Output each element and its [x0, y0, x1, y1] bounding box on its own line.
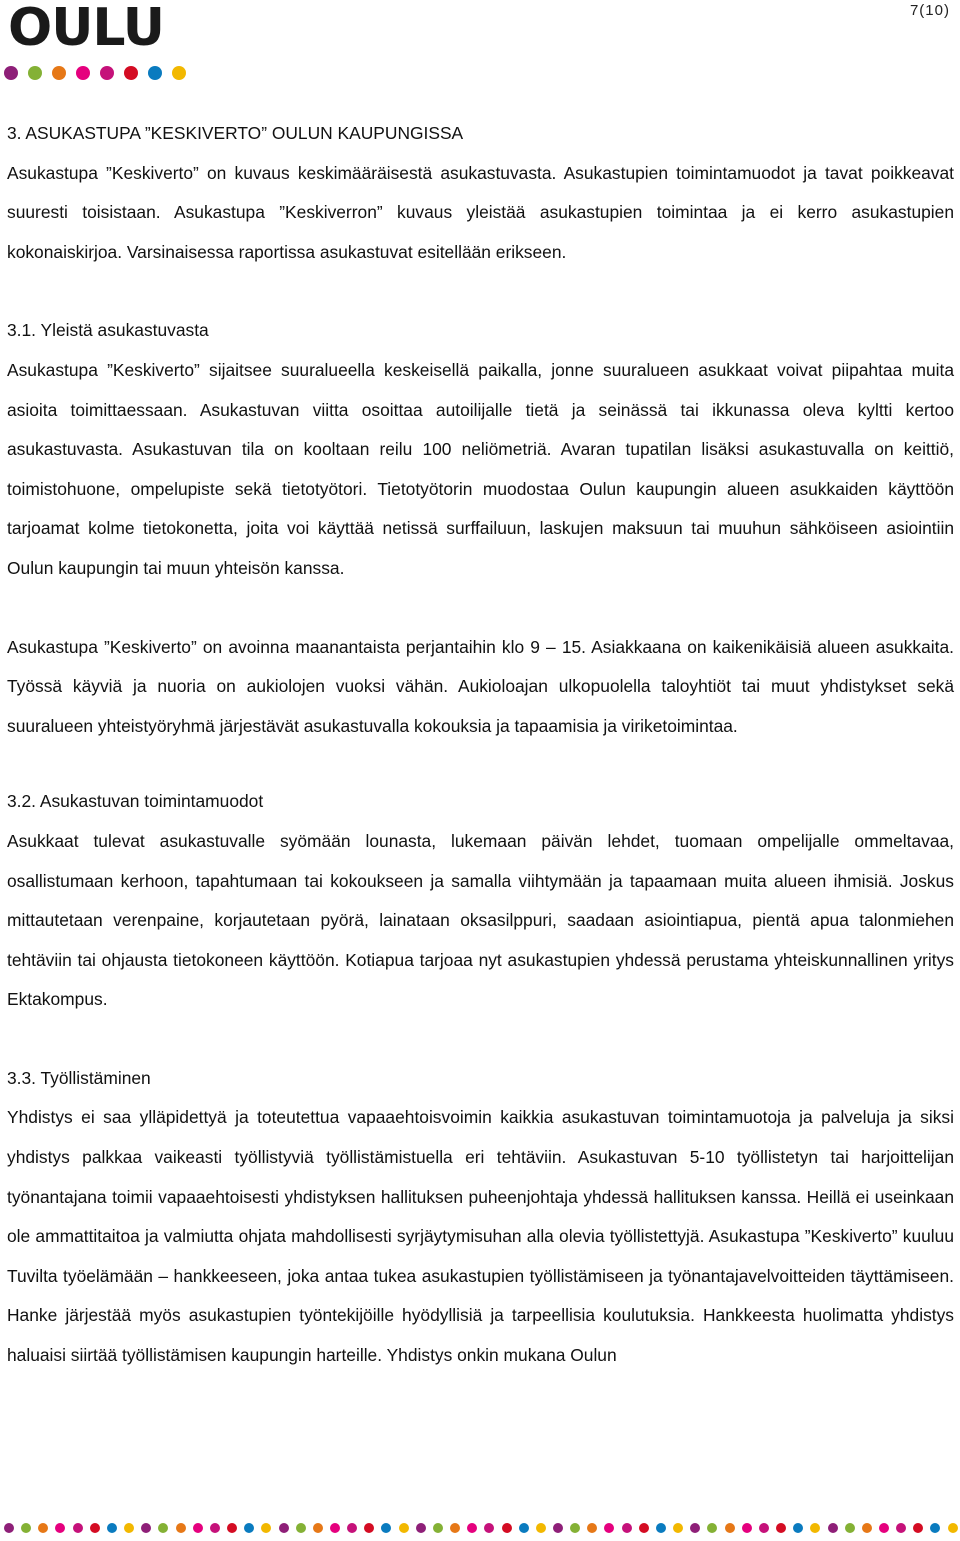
footer-dot: [862, 1523, 872, 1533]
logo-dot: [28, 66, 42, 80]
footer-dot: [55, 1523, 65, 1533]
footer-dot: [502, 1523, 512, 1533]
footer-dot: [90, 1523, 100, 1533]
logo-dot: [124, 66, 138, 80]
section-3-3-paragraph: Yhdistys ei saa ylläpidettyä ja toteutettua vapaaehtoisvoimin kaikkia asukastuvan toimintamuotoja ja palveluja ja siksi yhdistys palkkaa vaikeasti työllistyviä työllistämistuella eri tehtäviin. Asukastuvan 5-10 työllistetyn tai harjoittelijan työnantajana toimii vapaaehtoisesti yhdistyksen hallituksen puheenjohtaja yhdessä hallituksen kanssa. Heillä ei useinkaan ole ammattitaitoa ja valmiutta ohjata mahdollisesti syrjäytymisuhan alla olevia työllistettyjä. Asukastupa ”Keskiverto” kuuluu Tuvilta työelämään – hankkeeseen, joka antaa tukea asukastupien työllistämiseen ja työnantajavelvoitteiden täyttämiseen. Hanke järjestää myös asukastupien työntekijöille hyödyllisiä ja tarpeellisia koulutuksia. Hankkeesta huolimatta yhdistys haluaisi siirtää työllistämisen kaupungin harteille. Yhdistys onkin mukana Oulun: [7, 1107, 954, 1366]
footer-dot: [4, 1523, 14, 1533]
section-heading-3: 3. ASUKASTUPA ”KESKIVERTO” OULUN KAUPUNGISSA: [7, 123, 464, 143]
footer-dot-border: [4, 1523, 958, 1535]
footer-dot: [776, 1523, 786, 1533]
footer-dot: [948, 1523, 958, 1533]
section-heading-3-2: 3.2. Asukastuvan toimintamuodot: [7, 791, 264, 812]
footer-dot: [73, 1523, 83, 1533]
footer-dot: [930, 1523, 940, 1533]
footer-dot: [107, 1523, 117, 1533]
footer-dot: [879, 1523, 889, 1533]
footer-dot: [176, 1523, 186, 1533]
logo-dot: [76, 66, 90, 80]
document-body: [7, 114, 954, 1376]
page-number: 7(10): [909, 2, 950, 19]
footer-dot: [124, 1523, 134, 1533]
footer-dot: [570, 1523, 580, 1533]
footer-dot: [622, 1523, 632, 1533]
footer-dot: [742, 1523, 752, 1533]
footer-dot: [913, 1523, 923, 1533]
footer-dot: [450, 1523, 460, 1533]
footer-dot: [793, 1523, 803, 1533]
logo-dots: [4, 66, 186, 80]
footer-dot: [604, 1523, 614, 1533]
footer-dot: [759, 1523, 769, 1533]
section-heading-3-3: 3.3. Työllistäminen: [7, 1067, 151, 1088]
footer-dot: [210, 1523, 220, 1533]
footer-dot: [416, 1523, 426, 1533]
footer-dot: [193, 1523, 203, 1533]
footer-dot: [845, 1523, 855, 1533]
footer-dot: [313, 1523, 323, 1533]
footer-dot: [484, 1523, 494, 1533]
footer-dot: [810, 1523, 820, 1533]
logo-dot: [148, 66, 162, 80]
footer-dot: [261, 1523, 271, 1533]
section-3-1-paragraph-2: Asukastupa ”Keskiverto” on avoinna maanantaista perjantaihin klo 9 – 15. Asiakkaana on kaikenikäisiä alueen asukkaita. Työssä käyviä ja nuoria on aukiolojen vuoksi vähän. Aukioloajan ulkopuolella taloyhtiöt tai muut yhdistykset sekä suuralueen yhteistyöryhmä järjestävät asukastuvalla kokouksia ja tapaamisia ja viriketoimintaa.: [7, 636, 954, 736]
logo-dot: [172, 66, 186, 80]
section-heading-3-1: 3.1. Yleistä asukastuvasta: [7, 320, 209, 341]
oulu-logo: [8, 2, 186, 80]
footer-dot: [639, 1523, 649, 1533]
footer-dot: [330, 1523, 340, 1533]
footer-dot: [38, 1523, 48, 1533]
footer-dot: [141, 1523, 151, 1533]
footer-dot: [364, 1523, 374, 1533]
footer-dot: [296, 1523, 306, 1533]
footer-dot: [828, 1523, 838, 1533]
logo-dot: [52, 66, 66, 80]
logo-dot: [100, 66, 114, 80]
footer-dot: [553, 1523, 563, 1533]
footer-dot: [707, 1523, 717, 1533]
footer-dot: [656, 1523, 666, 1533]
footer-dot: [279, 1523, 289, 1533]
footer-dot: [690, 1523, 700, 1533]
footer-dot: [725, 1523, 735, 1533]
footer-dot: [158, 1523, 168, 1533]
footer-dot: [467, 1523, 477, 1533]
logo-text: OULU: [8, 0, 164, 58]
footer-dot: [896, 1523, 906, 1533]
footer-dot: [433, 1523, 443, 1533]
footer-dot: [673, 1523, 683, 1533]
section-3-paragraph: Asukastupa ”Keskiverto” on kuvaus keskimääräisestä asukastuvasta. Asukastupien toimintamuodot ja tavat poikkeavat suuresti toisistaan. Asukastupa ”Keskiverron” kuvaus yleistää asukastupien toimintaa ja ei kerro asukastupien kokonaiskirjoa. Varsinaisessa raportissa asukastuvat esitellään erikseen.: [7, 162, 954, 262]
footer-dot: [519, 1523, 529, 1533]
footer-dot: [536, 1523, 546, 1533]
footer-dot: [399, 1523, 409, 1533]
footer-dot: [227, 1523, 237, 1533]
footer-dot: [347, 1523, 357, 1533]
section-3-2-paragraph: Asukkaat tulevat asukastuvalle syömään lounasta, lukemaan päivän lehdet, tuomaan ompelijalle ommeltavaa, osallistumaan kerhoon, tapahtumaan tai kokoukseen ja samalla viihtymään ja tapaamaan muita alueen ihmisiä. Joskus mittautetaan verenpaine, korjautetaan pyörä, lainataan oksasilppuri, saadaan asiointiapua, pientä apua talonmiehen tehtäviin tai ohjausta tietokoneen käyttöön. Kotiapua tarjoaa nyt asukastupien yhdessä perustama yhteiskunnallinen yritys Ektakompus.: [7, 830, 954, 1010]
footer-dot: [381, 1523, 391, 1533]
footer-dot: [244, 1523, 254, 1533]
logo-dot: [4, 66, 18, 80]
footer-dot: [21, 1523, 31, 1533]
footer-dot: [587, 1523, 597, 1533]
section-3-1-paragraph-1: Asukastupa ”Keskiverto” sijaitsee suuralueella keskeisellä paikalla, jonne suuralueen asukkaat voivat piipahtaa muita asioita toimittaessaan. Asukastuvan viitta osoittaa autoilijalle tietä ja seinässä tai ikkunassa oleva kyltti kertoo asukastuvasta. Asukastuvan tila on kooltaan reilu 100 neliömetriä. Avaran tupatilan lisäksi asukastuvalla on keittiö, toimistohuone, ompelupiste sekä tietotyötori. Tietotyötorin muodostaa Oulun kaupungin alueen asukkaiden käyttöön tarjoamat kolme tietokonetta, joita voi käyttää netissä surffailuun, laskujen maksuun tai muuhun sähköiseen asiointiin Oulun kaupungin tai muun yhteisön kanssa.: [7, 359, 954, 578]
